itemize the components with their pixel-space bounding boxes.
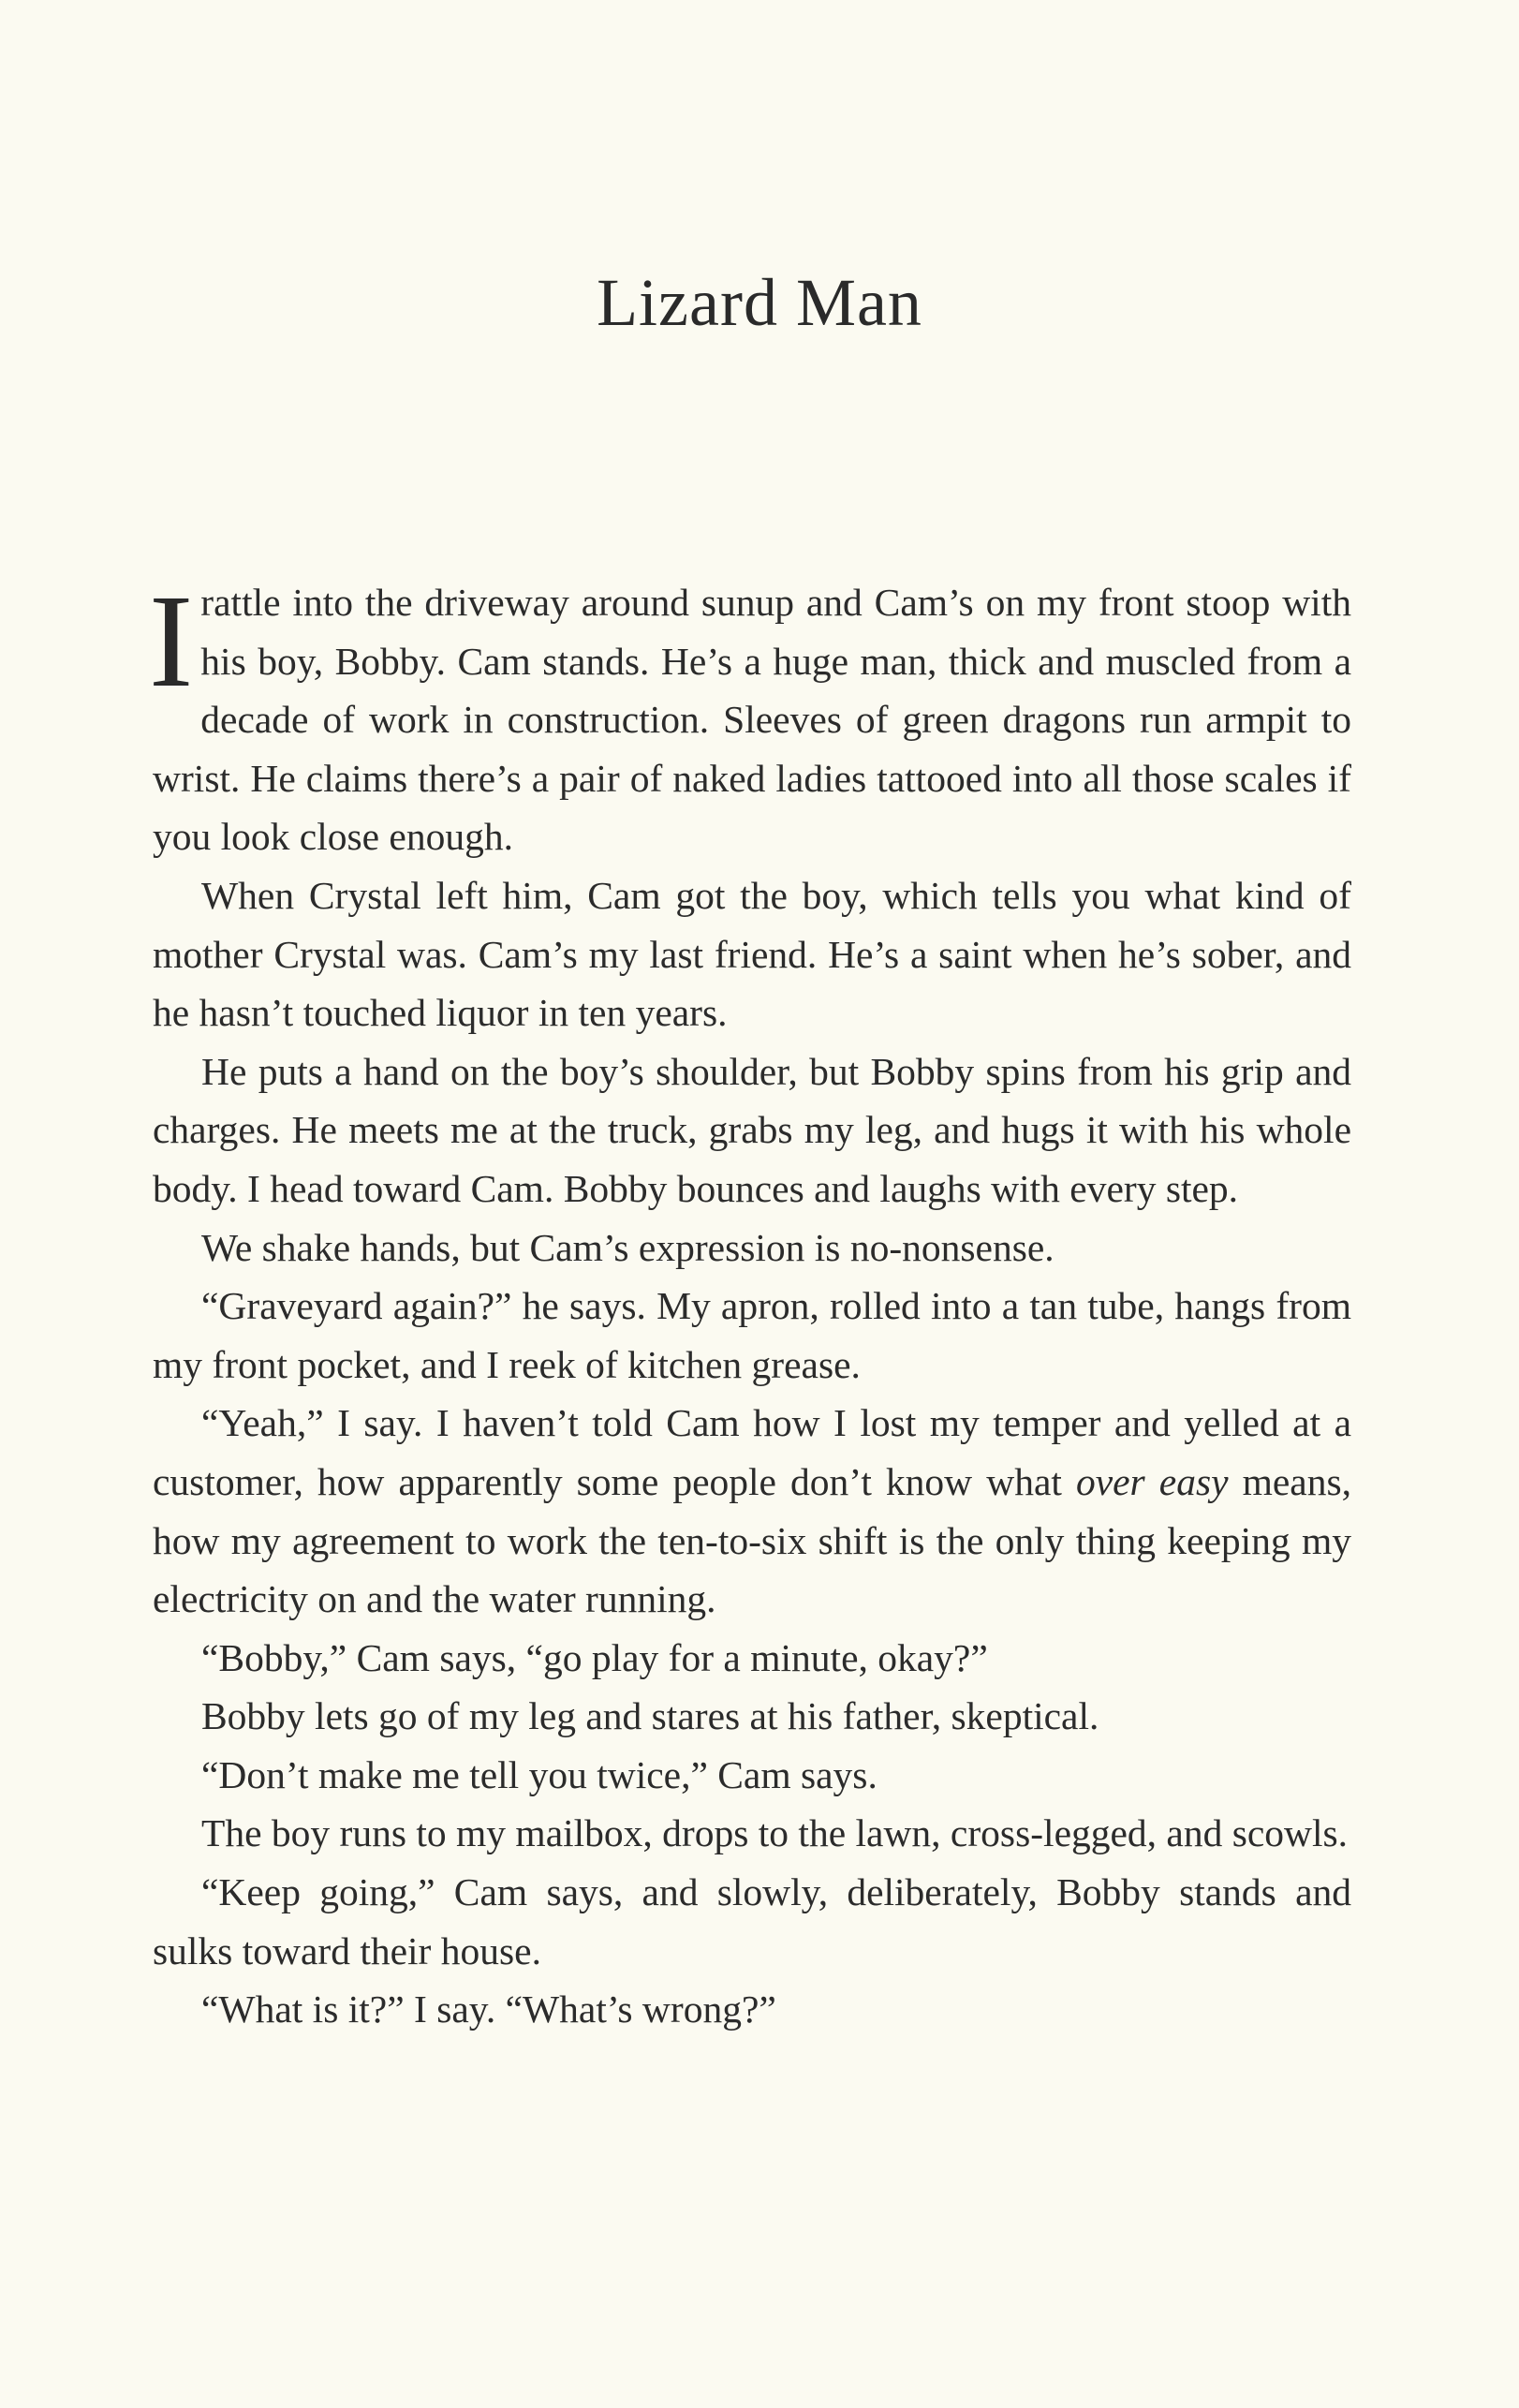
- paragraph-11: “Keep going,” Cam says, and slowly, deliberately, Bobby stands and sulks toward their house.: [153, 1870, 1351, 1972]
- paragraph-12: “What is it?” I say. “What’s wrong?”: [201, 1987, 776, 2031]
- drop-cap: I: [149, 567, 194, 715]
- paragraph-text-before: “Yeah,” I say. I haven’t told Cam how I lost my temper and yelled at a customer, how apparently some people don’t know what: [153, 1401, 1351, 1503]
- paragraph-4: We shake hands, but Cam’s expression is no-nonsense.: [201, 1225, 1054, 1269]
- paragraph-10: The boy runs to my mailbox, drops to the lawn, cross-legged, and scowls.: [201, 1811, 1349, 1855]
- paragraph-2: When Crystal left him, Cam got the boy, which tells you what kind of mother Crystal was. Cam’s my last friend. He’s a saint when he’s sober, and he hasn’t touched liquor in ten years.: [153, 873, 1351, 1035]
- paragraph-6: [153, 1394, 1351, 1628]
- paragraph-8: Bobby lets go of my leg and stares at his father, skeptical.: [201, 1694, 1099, 1738]
- paragraph-3: He puts a hand on the boy’s shoulder, but Bobby spins from his grip and charges. He meets me at the truck, grabs my leg, and hugs it with his whole body. I head toward Cam. Bobby bounces and laughs with every step.: [153, 1049, 1351, 1210]
- paragraph-1: [149, 567, 1351, 866]
- chapter-title: Lizard Man: [597, 265, 922, 340]
- paragraph-5: “Graveyard again?” he says. My apron, rolled into a tan tube, hangs from my front pocket, and I reek of kitchen grease.: [153, 1284, 1351, 1386]
- paragraph-9: “Don’t make me tell you twice,” Cam says.: [201, 1752, 877, 1796]
- paragraph-7: “Bobby,” Cam says, “go play for a minute, okay?”: [201, 1635, 988, 1679]
- paragraph-text-after: means, how my agreement to work the ten-to-six shift is the only thing keeping my electricity on and the water running.: [153, 1459, 1351, 1621]
- paragraph-text: rattle into the driveway around sunup and Cam’s on my front stoop with his boy, Bobby. Cam stands. He’s a huge man, thick and muscled from a decade of work in construction. Sleeves of green dragons run armpit to wrist. He claims there’s a pair of naked ladies tattooed into all those scales if you look close enough.: [153, 581, 1351, 859]
- chapter-body: [149, 567, 1351, 2039]
- emphasized-text: over easy: [1075, 1459, 1229, 1503]
